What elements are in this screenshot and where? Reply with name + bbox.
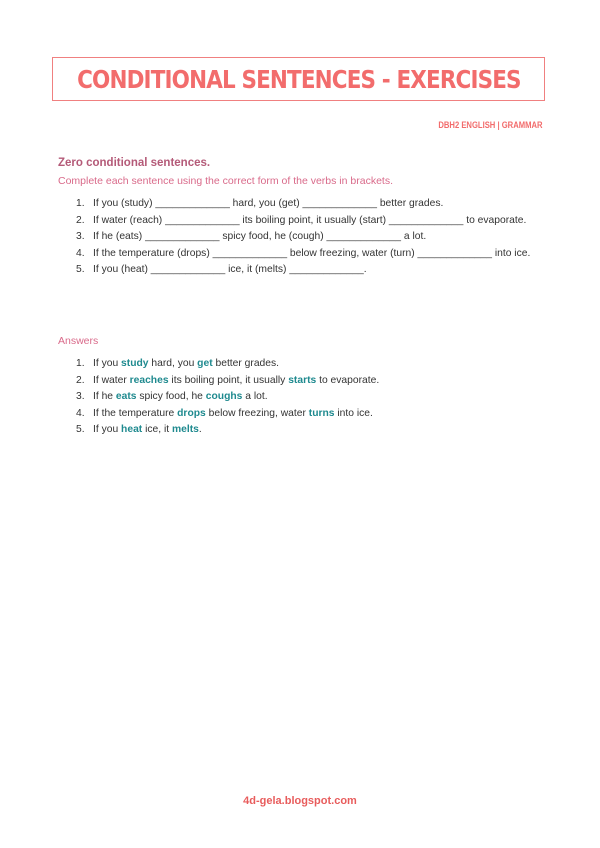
section-title: Zero conditional sentences. xyxy=(58,157,211,169)
exercise-number: 1. xyxy=(76,198,85,209)
answer-item xyxy=(58,406,543,423)
answer-part: its boiling point, it usually xyxy=(168,374,289,386)
exercise-item xyxy=(58,246,543,263)
exercise-text: If water (reach) _____________ its boiling point, it usually (start) _____________ to evaporate. xyxy=(93,214,527,226)
footer-link[interactable]: 4d-gela.blogspot.com xyxy=(243,795,357,807)
answer-verb: drops xyxy=(177,407,206,419)
answer-part: . xyxy=(198,424,202,436)
answer-item xyxy=(58,422,543,439)
exercise-text: If you (heat) _____________ ice, it (melts) _____________. xyxy=(93,264,367,276)
instructions: Complete each sentence using the correct form of the verbs in brackets. xyxy=(58,175,394,187)
answer-verb: get xyxy=(197,358,213,369)
answer-verb: study xyxy=(121,358,149,369)
exercise-item xyxy=(58,262,543,279)
answer-part: If water xyxy=(93,374,130,386)
answer-part: If the temperature xyxy=(93,407,178,419)
exercise-number: 4. xyxy=(76,247,85,259)
title-box xyxy=(52,57,545,101)
answer-item xyxy=(58,373,543,390)
answer-list xyxy=(58,356,543,439)
answer-verb: heat xyxy=(121,424,143,436)
exercise-text: If you (study) _____________ hard, you (get) _____________ better grades. xyxy=(93,198,444,209)
subheader: DBH2 ENGLISH | GRAMMAR xyxy=(438,120,543,130)
answer-part: If you xyxy=(93,358,122,369)
exercise-number: 5. xyxy=(76,264,85,276)
answers-label: Answers xyxy=(58,335,99,347)
answer-number: 4. xyxy=(76,407,85,419)
exercise-text: If he (eats) _____________ spicy food, he (cough) _____________ a lot. xyxy=(93,231,427,243)
answer-item xyxy=(58,356,543,373)
exercise-item xyxy=(58,213,543,230)
answer-part: a lot. xyxy=(242,391,268,403)
exercise-number: 2. xyxy=(76,214,85,226)
exercise-item xyxy=(58,229,543,246)
answer-part: into ice. xyxy=(334,407,373,419)
answer-verb: coughs xyxy=(205,391,243,403)
answer-number: 1. xyxy=(76,358,85,369)
exercise-text: If the temperature (drops) _____________ below freezing, water (turn) _____________ into ice. xyxy=(93,247,531,259)
answer-part: spicy food, he xyxy=(136,391,206,403)
exercise-item xyxy=(58,196,543,213)
page-title: CONDITIONAL SENTENCES - EXERCISES xyxy=(76,64,521,94)
answer-part: ice, it xyxy=(142,424,172,436)
exercise-list xyxy=(58,196,543,279)
answer-verb: melts xyxy=(172,424,199,436)
answer-number: 3. xyxy=(76,391,85,403)
answer-part: If he xyxy=(93,391,116,403)
answer-part: to evaporate. xyxy=(316,374,380,386)
answer-verb: starts xyxy=(288,374,317,386)
answer-part: If you xyxy=(93,424,122,436)
exercise-number: 3. xyxy=(76,231,85,243)
answer-part: hard, you xyxy=(148,358,198,369)
answer-number: 2. xyxy=(76,374,85,386)
answer-verb: eats xyxy=(115,391,137,403)
answer-part: below freezing, water xyxy=(205,407,309,419)
answer-number: 5. xyxy=(76,424,85,436)
answer-part: better grades. xyxy=(212,358,280,369)
answer-verb: reaches xyxy=(129,374,169,386)
answer-verb: turns xyxy=(308,407,335,419)
answer-item xyxy=(58,389,543,406)
